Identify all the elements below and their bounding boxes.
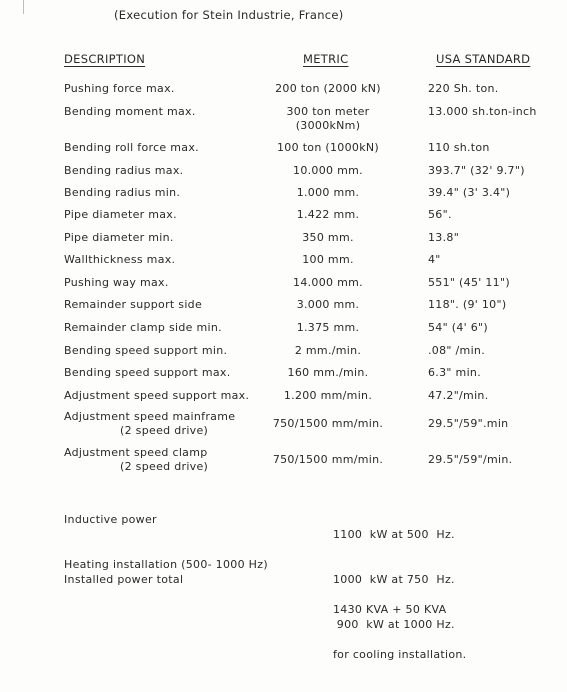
row-usa: 118". (9' 10") — [428, 298, 507, 311]
header-usa-standard: USA STANDARD — [436, 52, 531, 66]
row-description: Bending speed support max. — [64, 366, 231, 379]
row-description: Bending roll force max. — [64, 141, 199, 154]
row-description — [64, 410, 235, 438]
row-metric-line2: (3000kNm) — [295, 119, 361, 132]
row-description: Bending speed support min. — [64, 344, 228, 357]
row-metric: 160 mm./min. — [287, 366, 369, 379]
row-usa: 47.2"/min. — [428, 389, 489, 402]
row-metric: 3.000 mm. — [296, 298, 360, 311]
row-description: Pushing way max. — [64, 276, 169, 289]
row-metric: 10.000 mm. — [293, 164, 363, 177]
row-description: Pipe diameter max. — [64, 208, 177, 221]
row-metric: 1.422 mm. — [296, 208, 360, 221]
row-metric: 100 mm. — [302, 253, 354, 266]
row-metric: 1.000 mm. — [296, 186, 360, 199]
row-usa: 6.3" min. — [428, 366, 481, 379]
subtitle: (Execution for Stein Industrie, France) — [114, 8, 344, 22]
row-usa: .08" /min. — [428, 344, 485, 357]
row-description-line1: Adjustment speed clamp — [64, 446, 208, 459]
row-usa: 551" (45' 11") — [428, 276, 510, 289]
row-description: Remainder clamp side min. — [64, 321, 222, 334]
row-metric: 750/1500 mm/min. — [272, 417, 384, 430]
row-description — [64, 446, 208, 474]
row-usa: 56". — [428, 208, 452, 221]
row-usa: 29.5"/59"/min. — [428, 453, 513, 466]
installed-power-values — [333, 572, 466, 692]
row-usa: 29.5"/59".min — [428, 417, 509, 430]
row-usa: 4" — [428, 253, 441, 266]
row-metric: 1.375 mm. — [296, 321, 360, 334]
installed-value-line1: 1430 KVA + 50 KVA — [333, 603, 447, 616]
row-usa: 393.7" (32' 9.7") — [428, 164, 525, 177]
row-description: Bending moment max. — [64, 105, 196, 118]
row-description: Wallthickness max. — [64, 253, 176, 266]
row-metric — [258, 105, 398, 133]
row-metric: 350 mm. — [302, 231, 354, 244]
inductive-label-line2: Heating installation (500- 1000 Hz) — [64, 558, 268, 571]
row-description: Bending radius min. — [64, 186, 181, 199]
header-description: DESCRIPTION — [64, 52, 146, 66]
row-usa: 39.4" (3' 3.4") — [428, 186, 511, 199]
row-description: Remainder support side — [64, 298, 203, 311]
row-metric: 200 ton (2000 kN) — [275, 82, 381, 95]
inductive-label-line1: Inductive power — [64, 513, 157, 526]
installed-power-label: Installed power total — [64, 573, 184, 586]
scan-mark — [23, 0, 24, 14]
row-usa: 13.000 sh.ton-inch — [428, 105, 537, 118]
row-description: Pushing force max. — [64, 82, 175, 95]
row-description-line2: (2 speed drive) — [120, 424, 209, 437]
inductive-value: 900 kW at 1000 Hz. — [333, 618, 455, 631]
row-metric: 750/1500 mm/min. — [272, 453, 384, 466]
row-usa: 110 sh.ton — [428, 141, 490, 154]
row-metric: 2 mm./min. — [294, 344, 362, 357]
row-usa: 220 Sh. ton. — [428, 82, 499, 95]
inductive-value: 1000 kW at 750 Hz. — [333, 573, 455, 586]
row-usa: 13.8" — [428, 231, 460, 244]
row-metric-line1: 300 ton meter — [286, 105, 370, 118]
row-metric: 14.000 mm. — [293, 276, 363, 289]
row-metric: 100 ton (1000kN) — [277, 141, 379, 154]
row-description: Bending radius max. — [64, 164, 184, 177]
row-description-line1: Adjustment speed mainframe — [64, 410, 236, 423]
inductive-value: 1100 kW at 500 Hz. — [333, 528, 455, 541]
row-description-line2: (2 speed drive) — [120, 460, 209, 473]
row-description: Pipe diameter min. — [64, 231, 174, 244]
header-metric: METRIC — [303, 52, 349, 66]
installed-value-line2: for cooling installation. — [333, 648, 467, 661]
row-description: Adjustment speed support max. — [64, 389, 250, 402]
row-usa: 54" (4' 6") — [428, 321, 489, 334]
row-metric: 1.200 mm/min. — [283, 389, 373, 402]
